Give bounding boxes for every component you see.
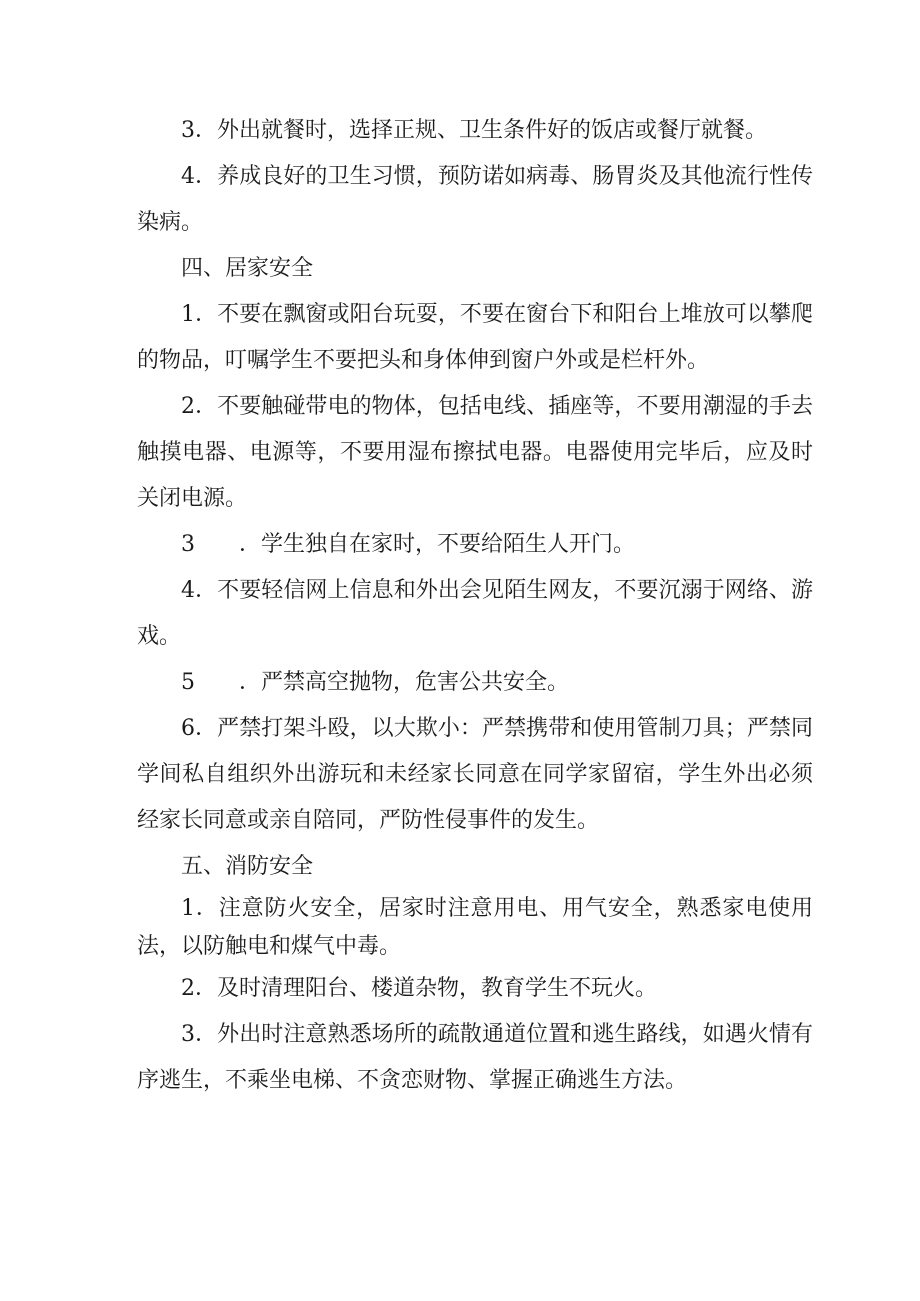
paragraph-hygiene: 4．养成良好的卫生习惯，预防诺如病毒、肠胃炎及其他流行性传染病。: [137, 164, 813, 235]
paragraph-dining: 3．外出就餐时，选择正规、卫生条件好的饭店或餐厅就餐。: [181, 118, 767, 143]
paragraph-evacuation: 3．外出时注意熟悉场所的疏散通道位置和逃生路线，如遇火情有序逃生，不乘坐电梯、不贪恋财物、掌握正确逃生方法。: [137, 1022, 813, 1093]
section-heading-fire-safety: 五、消防安全: [181, 854, 314, 879]
paragraph-fighting: 6．严禁打架斗殴，以大欺小：严禁携带和使用管制刀具；严禁同学间私自组织外出游玩和未经家长同意在同学家留宿，学生外出必须经家长同意或亲自陪同，严防性侵事件的发生。: [137, 716, 813, 833]
paragraph-fire-prevention: 1．注意防火安全，居家时注意用电、用气安全，熟悉家电使用法，以防触电和煤气中毒。: [137, 896, 813, 959]
section-heading-home-safety: 四、居家安全: [181, 256, 314, 281]
paragraph-electricity: 2．不要触碰带电的物体，包括电线、插座等，不要用潮湿的手去触摸电器、电源等，不要用湿布擦拭电器。电器使用完毕后，应及时关闭电源。: [137, 394, 813, 511]
paragraph-internet: 4．不要轻信网上信息和外出会见陌生网友，不要沉溺于网络、游戏。: [137, 578, 813, 649]
paragraph-clear-clutter: 2．及时清理阳台、楼道杂物，教育学生不玩火。: [181, 976, 657, 1001]
paragraph-throwing: 5 ．严禁高空抛物，危害公共安全。: [181, 670, 569, 695]
paragraph-balcony: 1．不要在飘窗或阳台玩耍，不要在窗台下和阳台上堆放可以攀爬的物品，叮嘱学生不要把头和身体伸到窗户外或是栏杆外。: [137, 302, 813, 373]
document-body: [137, 108, 813, 1104]
paragraph-strangers: 3 ．学生独自在家时，不要给陌生人开门。: [181, 532, 635, 557]
